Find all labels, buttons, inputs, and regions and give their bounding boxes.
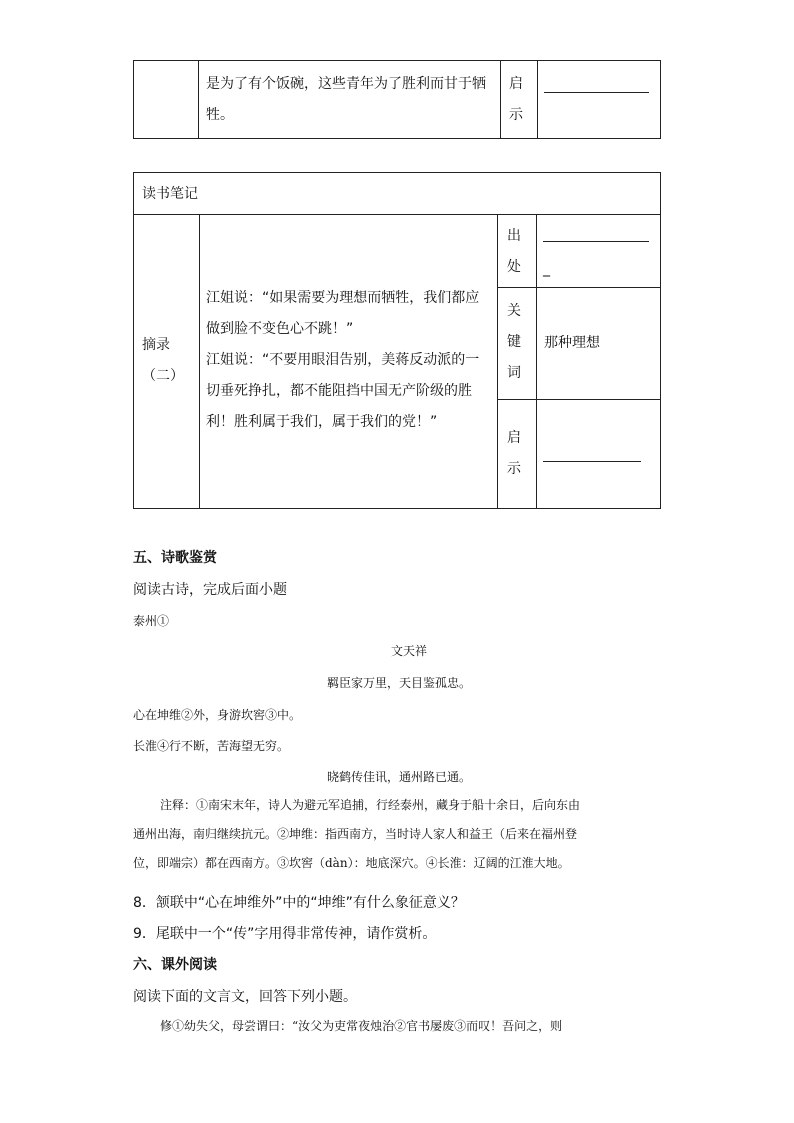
- reading-notes-table: [133, 172, 661, 509]
- excerpt-line: 江姐说：“不要用眼泪告别，美蒋反动派的一: [206, 352, 480, 368]
- label-qishi-char: 启: [507, 430, 521, 446]
- answer-blank[interactable]: [544, 92, 649, 93]
- excerpt-line: 利！胜利属于我们，属于我们的党！”: [206, 414, 438, 430]
- label-chuchu-char: 处: [507, 259, 521, 275]
- poem-line: 长淮④行不断，苦海望无穷。: [133, 739, 290, 753]
- table-divider: [497, 399, 660, 400]
- answer-blank-dash: _: [543, 261, 550, 277]
- answer-blank[interactable]: [543, 241, 649, 242]
- table-header: 读书笔记: [142, 186, 198, 202]
- row-label: （二）: [142, 368, 184, 384]
- poem-author: 文天祥: [391, 644, 428, 658]
- section-title-reading: 六、课外阅读: [133, 957, 217, 973]
- table-content-line: 牲。: [206, 107, 234, 123]
- poem-note-line: 通州出海，南归继续抗元。②坤维：指西南方，当时诗人家人和益王（后来在福州登: [133, 827, 578, 841]
- reading-instruction: 阅读下面的文言文，回答下列小题。: [133, 989, 357, 1005]
- label-qishi-char: 启: [509, 76, 523, 92]
- section-title-poetry: 五、诗歌鉴赏: [133, 550, 217, 566]
- label-chuchu-char: 出: [507, 228, 521, 244]
- table-divider: [500, 61, 501, 138]
- question-9: 9．尾联中一个“传”字用得非常传神，请作赏析。: [133, 926, 437, 942]
- poem-line: 羁臣家万里，天目鉴孤忠。: [327, 676, 472, 690]
- table-divider: [198, 61, 199, 138]
- table-divider: [537, 61, 538, 138]
- poem-line: 心在坤维②外，身游坎窖③中。: [133, 708, 302, 722]
- row-label: 摘录: [142, 337, 170, 353]
- excerpt-line: 切垂死挣扎，都不能阻挡中国无产阶级的胜: [206, 383, 472, 399]
- table-divider: [497, 287, 660, 288]
- poetry-instruction: 阅读古诗，完成后面小题: [133, 582, 287, 598]
- label-qishi-char: 示: [509, 107, 523, 123]
- label-keyword-char: 键: [507, 334, 521, 350]
- poem-note-line: 注释：①南宋末年，诗人为避元军追捕，行经泰州，藏身于船十余日，后向东由: [160, 798, 581, 812]
- keyword-value: 那种理想: [544, 335, 600, 351]
- answer-blank[interactable]: [543, 461, 641, 462]
- label-keyword-char: 词: [507, 365, 521, 381]
- label-qishi-char: 示: [507, 461, 521, 477]
- poem-note-line: 位，即端宗）都在西南方。③坎窖（dàn）：地底深穴。④长淮：辽阔的江淮大地。: [133, 856, 570, 870]
- passage-line: 修①幼失父，母尝谓曰：“汝父为吏常夜烛治②官书屡废③而叹！吾问之，则: [160, 1019, 563, 1033]
- table-divider: [497, 214, 498, 508]
- excerpt-line: 做到脸不变色心不跳！”: [206, 321, 354, 337]
- table-divider: [134, 214, 660, 215]
- table-divider: [199, 214, 200, 508]
- table-content-line: 是为了有个饭碗，这些青年为了胜利而甘于牺: [206, 76, 486, 92]
- table-continued: [133, 60, 661, 139]
- label-keyword-char: 关: [507, 303, 521, 319]
- poem-title: 泰州①: [133, 614, 170, 628]
- table-divider: [536, 214, 537, 508]
- question-8: 8．颔联中“心在坤维外”中的“坤维”有什么象征意义？: [133, 895, 465, 911]
- poem-line: 晓鹤传佳讯，通州路已通。: [327, 770, 472, 784]
- excerpt-line: 江姐说：“如果需要为理想而牺牲，我们都应: [206, 290, 480, 306]
